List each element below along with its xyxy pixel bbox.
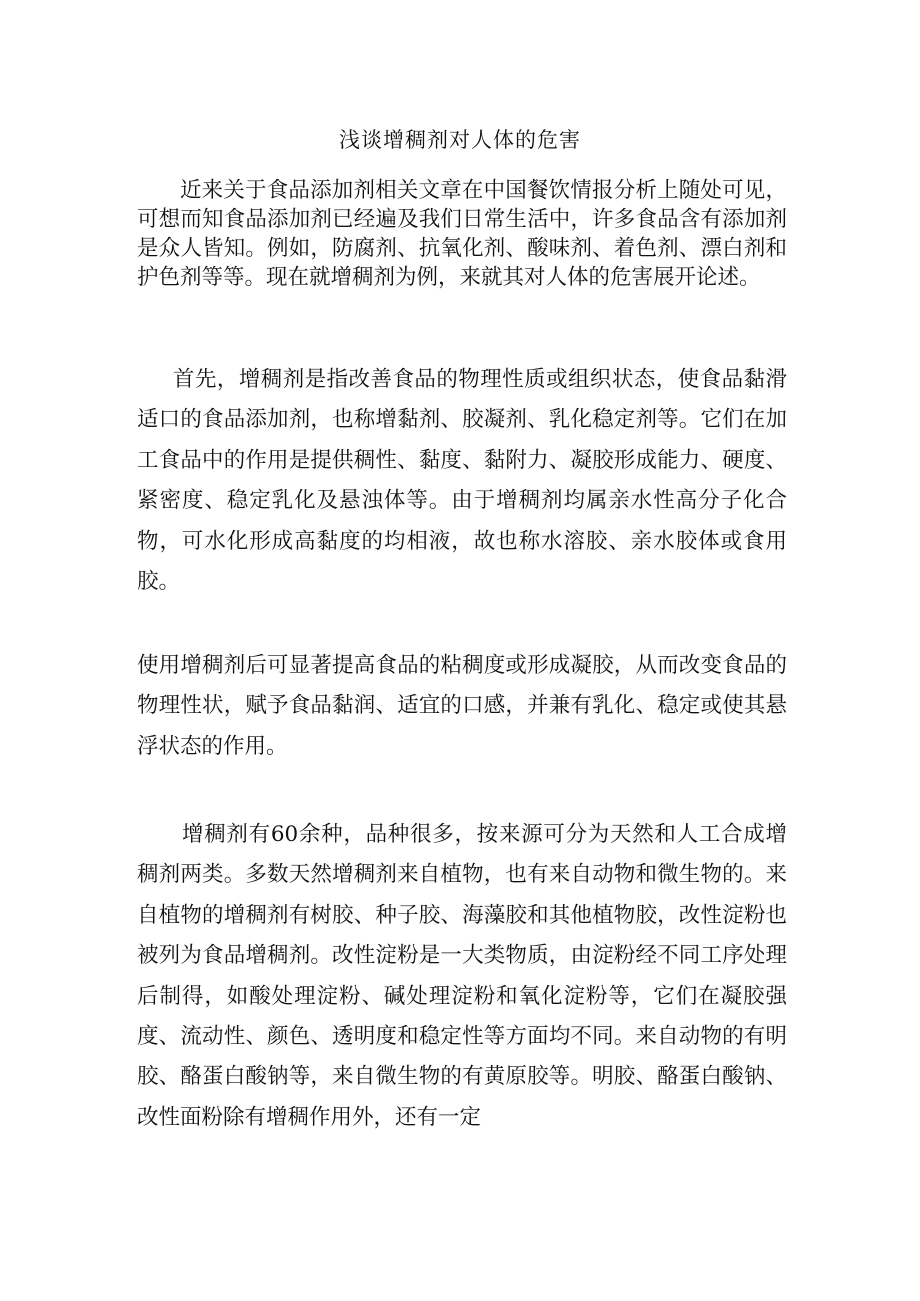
paragraph-intro: 近来关于食品添加剂相关文章在中国餐饮情报分析上随处可见，可想而知食品添加剂已经遍及我们日常生活中，许多食品含有添加剂是众人皆知。例如，防腐剂、抗氧化剂、酸味剂、着色剂、漂白剂和护色剂等等。现在就增稠剂为例，来就其对人体的危害展开论述。 [137, 178, 787, 290]
paragraph-definition: 首先，增稠剂是指改善食品的物理性质或组织状态，使食品黏滑适口的食品添加剂，也称增黏剂、胶凝剂、乳化稳定剂等。它们在加工食品中的作用是提供稠性、黏度、黏附力、凝胶形成能力、硬度、紧密度、稳定乳化及悬浊体等。由于增稠剂均属亲水性高分子化合物，可水化形成高黏度的均相液，故也称水溶胶、亲水胶体或食用胶。 [137, 367, 787, 595]
paragraph-types: 增稠剂有60余种，品种很多，按来源可分为天然和人工合成增稠剂两类。多数天然增稠剂来自植物，也有来自动物和微生物的。来自植物的增稠剂有树胶、种子胶、海藻胶和其他植物胶，改性淀粉也被列为食品增稠剂。改性淀粉是一大类物质，由淀粉经不同工序处理后制得，如酸处理淀粉、碱处理淀粉和氧化淀粉等，它们在凝胶强度、流动性、颜色、透明度和稳定性等方面均不同。来自动物的有明胶、酪蛋白酸钠等，来自微生物的有黄原胶等。明胶、酪蛋白酸钠、改性面粉除有增稠作用外，还有一定 [137, 822, 787, 1130]
document-title: 浅谈增稠剂对人体的危害 [339, 128, 581, 152]
paragraph-usage: 使用增稠剂后可显著提高食品的粘稠度或形成凝胶，从而改变食品的物理性状，赋予食品黏润、适宜的口感，并兼有乳化、稳定或使其悬浮状态的作用。 [137, 653, 787, 759]
